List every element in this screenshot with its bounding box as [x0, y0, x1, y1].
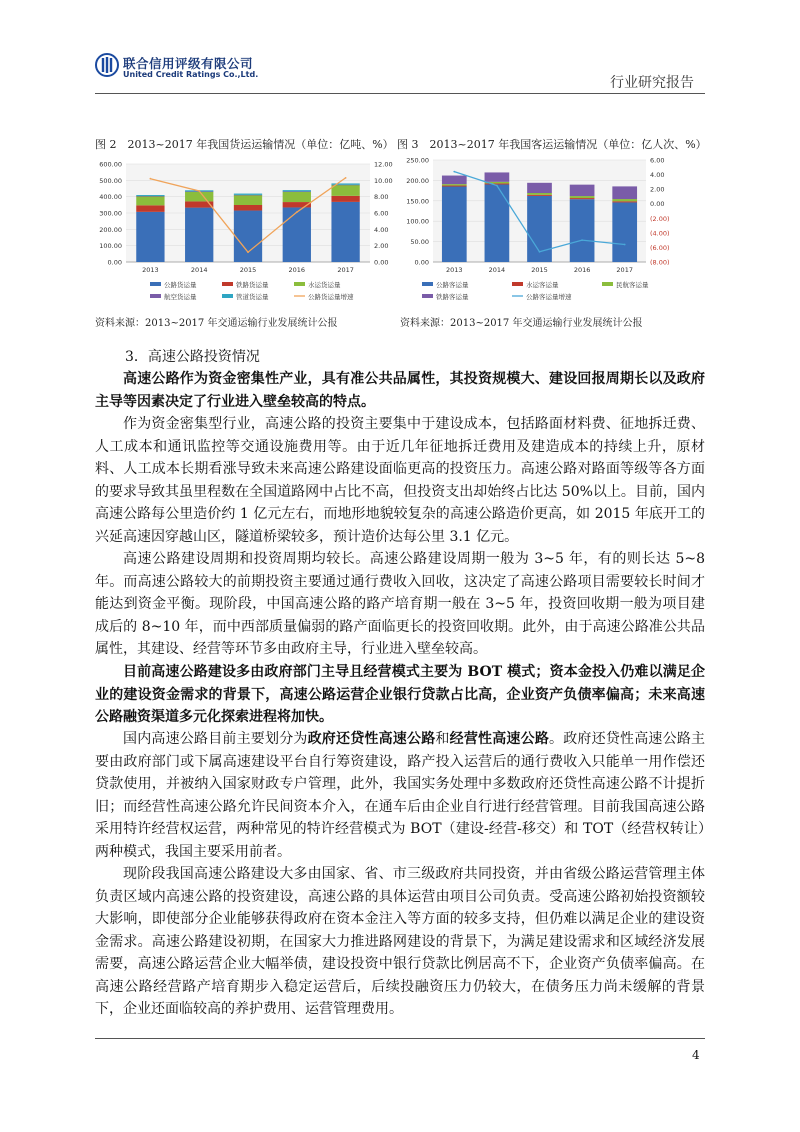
bar-3 — [527, 193, 552, 195]
bar-4 — [612, 186, 637, 199]
bar-2 — [442, 186, 467, 187]
section-title: 3．高速公路投资情况 — [125, 349, 260, 365]
x-tick-label: 2013 — [142, 266, 159, 274]
legend-swatch — [150, 282, 161, 286]
left-tick-label: 400.00 — [99, 193, 122, 202]
growth-point — [539, 251, 541, 253]
paragraph-3-rest: 。政府还贷性高速公路主要由政府部门或下属高速建设平台自行筹资建设，路产投入运营后的通行费收入只能单一用作偿还贷款使用，并被纳入国家财政专户管理，此外，我国实务处理中多数政府还贷性高速公路不计提折旧；而经营性高速公路允许民间资本介入，在通车后由企业自行进行经营管理。目前我国高速公路采用特许经营权运营，两种常见的特许经营模式为 BOT（建设-经营-移交）和 TOT（经营权转让）两种模式，我国主要采用前者。 — [95, 731, 706, 860]
legend-label: 水运货运量 — [308, 281, 341, 289]
right-tick-label: 4.00 — [650, 171, 665, 180]
bar-1 — [612, 202, 637, 262]
right-tick-label: 2.00 — [650, 185, 665, 194]
legend-swatch — [222, 294, 233, 298]
left-tick-label: 100.00 — [99, 242, 122, 251]
growth-point — [345, 177, 347, 179]
company-name-cn: 联合信用评级有限公司 — [123, 56, 254, 71]
bar-4 — [527, 183, 552, 193]
growth-point — [198, 190, 200, 192]
legend-label: 管道货运量 — [236, 293, 269, 301]
legend-label: 公路客运量 — [436, 281, 469, 289]
left-tick-label: 150.00 — [406, 197, 429, 206]
bar-1 — [234, 211, 262, 262]
company-name-en: United Credit Ratings Co.,Ltd. — [123, 70, 259, 79]
right-tick-label: (2.00) — [650, 214, 670, 223]
bar-3 — [442, 184, 467, 185]
left-tick-label: 0.00 — [107, 258, 122, 267]
bar-2 — [185, 201, 213, 207]
bar-2 — [612, 201, 637, 202]
growth-point — [247, 251, 249, 253]
x-tick-label: 2015 — [531, 266, 548, 274]
paragraph-2: 高速公路建设周期和投资周期均较长。高速公路建设周期一般为 3~5 年，有的则长达 5~8 年。而高速公路较大的前期投资主要通过通行费收入回收，这决定了高速公路项目需要较长时间才能达到资金平衡。现阶段，中国高速公路的路产培育期一般在 3~5 年，投资回收期一般为项目建成后的 8~10 年，而中西部质量偏弱的路产面临更长的投资回收期。此外，由于高速公路准公共品属性，其建设、经营等环节多由政府主导，行业进入壁垒较高。 — [95, 551, 705, 657]
growth-point — [150, 178, 152, 180]
growth-point — [496, 185, 498, 187]
bar-3 — [612, 199, 637, 201]
x-tick-label: 2016 — [573, 266, 591, 274]
figure-2-caption: 图 2 2013~2017 年我国货运运输情况（单位：亿吨、%） — [95, 138, 394, 151]
legend-swatch — [422, 282, 433, 286]
legend-label: 公路货运量 — [164, 281, 197, 289]
right-tick-label: 2.00 — [374, 242, 389, 251]
growth-point — [581, 239, 583, 241]
right-tick-label: 0.00 — [650, 200, 665, 209]
bar-4 — [283, 191, 311, 192]
bar-1 — [442, 187, 467, 262]
page-number: 4 — [692, 1048, 700, 1062]
bar-2 — [331, 196, 359, 202]
legend-swatch — [222, 282, 233, 286]
growth-point — [453, 171, 455, 173]
bar-1 — [185, 208, 213, 262]
figure-2-source: 资料来源：2013~2017 年交通运输行业发展统计公报 — [95, 318, 338, 329]
legend-label: 铁路客运量 — [436, 293, 469, 301]
right-tick-label: (6.00) — [650, 243, 670, 252]
figure-3-source: 资料来源：2013~2017 年交通运输行业发展统计公报 — [400, 318, 643, 329]
left-tick-label: 300.00 — [99, 209, 122, 218]
footer-divider — [95, 1038, 705, 1039]
right-tick-label: 0.00 — [374, 258, 389, 267]
bar-3 — [185, 192, 213, 202]
paragraph-3-lead: 国内高速公路目前主要划分为 — [123, 731, 308, 747]
bar-3 — [136, 196, 164, 205]
bar-2 — [485, 183, 510, 184]
left-tick-label: 600.00 — [99, 160, 122, 169]
x-tick-label: 2016 — [288, 266, 306, 274]
x-tick-label: 2013 — [446, 266, 463, 274]
left-tick-label: 100.00 — [406, 217, 429, 226]
paragraph-3-term-2: 经营性高速公路 — [449, 731, 550, 747]
bar-2 — [136, 205, 164, 212]
legend-label: 民航客运量 — [616, 281, 649, 289]
growth-point — [296, 211, 298, 213]
legend-label: 航空货运量 — [164, 293, 197, 301]
right-tick-label: 6.00 — [650, 156, 665, 165]
bar-1 — [136, 212, 164, 262]
freight-chart — [92, 154, 400, 314]
bar-3 — [283, 192, 311, 202]
x-tick-label: 2014 — [190, 266, 208, 274]
legend-label: 公路货运量增速 — [308, 293, 354, 301]
bar-5 — [283, 190, 311, 191]
bold-summary-2: 目前高速公路建设多由政府部门主导且经营模式主要为 BOT 模式；资本金投入仍难以满足企业的建设资金需求的背景下，高速公路运营企业银行贷款占比高，企业资产负债率偏高；未来高速公路融资渠道多元化探索进程将加快。 — [95, 664, 705, 725]
left-tick-label: 0.00 — [414, 258, 429, 267]
growth-point — [624, 244, 626, 246]
bar-2 — [570, 198, 595, 199]
legend-label: 水运客运量 — [526, 281, 559, 289]
right-tick-label: 10.00 — [374, 176, 393, 185]
legend-label: 公路客运量增速 — [526, 293, 572, 301]
bar-1 — [570, 199, 595, 262]
paragraph-4: 现阶段我国高速公路建设大多由国家、省、市三级政府共同投资，并由省级公路运营管理主体负责区域内高速公路的投资建设，高速公路的具体运营由项目公司负责。受高速公路初始投资额较大影响，即使部分企业能够获得政府在资本金注入等方面的较多支持，但仍难以满足企业的建设资金需求。高速公路建设初期，在国家大力推进路网建设的背景下，为满足建设需求和区域经济发展需要，高速公路运营企业大幅举债，建设投资中银行贷款比例居高不下，企业资产负债率偏高。在高速公路经营路产培育期步入稳定运营后，后续投融资压力仍较大，在债务压力尚未缓解的背景下，企业还面临较高的养护费用、运营管理费用。 — [95, 866, 705, 1017]
left-tick-label: 50.00 — [410, 238, 429, 247]
bar-4 — [570, 185, 595, 196]
paragraph-1: 作为资金密集型行业，高速公路的投资主要集中于建设成本，包括路面材料费、征地拆迁费、人工成本和通讯监控等交通设施费用等。由于近几年征地拆迁费用及建造成本的持续上升，原材料、人工成本长期看涨导致未来高速公路建设面临更高的投资压力。高速公路对路面等级等各方面的要求导致其虽里程数在全国道路网中占比不高，但投资支出却始终占比达 50%以上。目前，国内高速公路每公里造价约 1 亿元左右，而地形地貌较复杂的高速公路造价更高，如 2015 年底开工的兴延高速因穿越山区，隧道桥梁较多，预计造价达每公里 3.1 亿元。 — [95, 416, 705, 545]
bar-3 — [234, 195, 262, 205]
bar-3 — [570, 196, 595, 198]
legend-swatch — [512, 282, 523, 286]
left-tick-label: 200.00 — [99, 225, 122, 234]
right-tick-label: 6.00 — [374, 209, 389, 218]
bar-1 — [485, 184, 510, 262]
legend-swatch — [602, 282, 613, 286]
company-logo-icon — [95, 53, 119, 77]
right-tick-label: 8.00 — [374, 193, 389, 202]
bar-4 — [136, 196, 164, 197]
left-tick-label: 250.00 — [406, 156, 429, 165]
bold-summary-1: 高速公路作为资金密集性产业，具有准公共品属性，其投资规模大、建设回报周期长以及政府主导等因素决定了行业进入壁垒较高的特点。 — [95, 371, 705, 410]
paragraph-3 — [95, 728, 705, 863]
bar-4 — [442, 176, 467, 185]
bar-3 — [331, 185, 359, 196]
legend-label: 铁路货运量 — [236, 281, 269, 289]
left-tick-label: 200.00 — [406, 176, 429, 185]
figure-3-caption: 图 3 2013~2017 年我国客运运输情况（单位：亿人次、%） — [397, 138, 707, 151]
bar-2 — [527, 195, 552, 196]
right-tick-label: 12.00 — [374, 160, 393, 169]
report-type-label: 行业研究报告 — [610, 75, 694, 91]
legend-swatch — [294, 282, 305, 286]
paragraph-3-joiner: 和 — [435, 731, 450, 747]
right-tick-label: (8.00) — [650, 258, 670, 267]
bar-2 — [234, 205, 262, 211]
right-tick-label: (4.00) — [650, 229, 670, 238]
x-tick-label: 2017 — [616, 266, 633, 274]
right-tick-label: 4.00 — [374, 225, 389, 234]
passenger-chart — [398, 154, 708, 314]
x-tick-label: 2014 — [488, 266, 506, 274]
bar-1 — [283, 207, 311, 262]
x-tick-label: 2017 — [337, 266, 354, 274]
paragraph-3-term-1: 政府还贷性高速公路 — [307, 731, 436, 747]
bar-5 — [136, 195, 164, 196]
x-tick-label: 2015 — [239, 266, 257, 274]
legend-swatch — [422, 294, 433, 298]
header-divider — [95, 93, 705, 94]
left-tick-label: 500.00 — [99, 176, 122, 185]
legend-swatch — [150, 294, 161, 298]
bar-4 — [234, 195, 262, 196]
bar-4 — [485, 172, 510, 181]
bar-5 — [234, 194, 262, 195]
bar-1 — [331, 202, 359, 262]
